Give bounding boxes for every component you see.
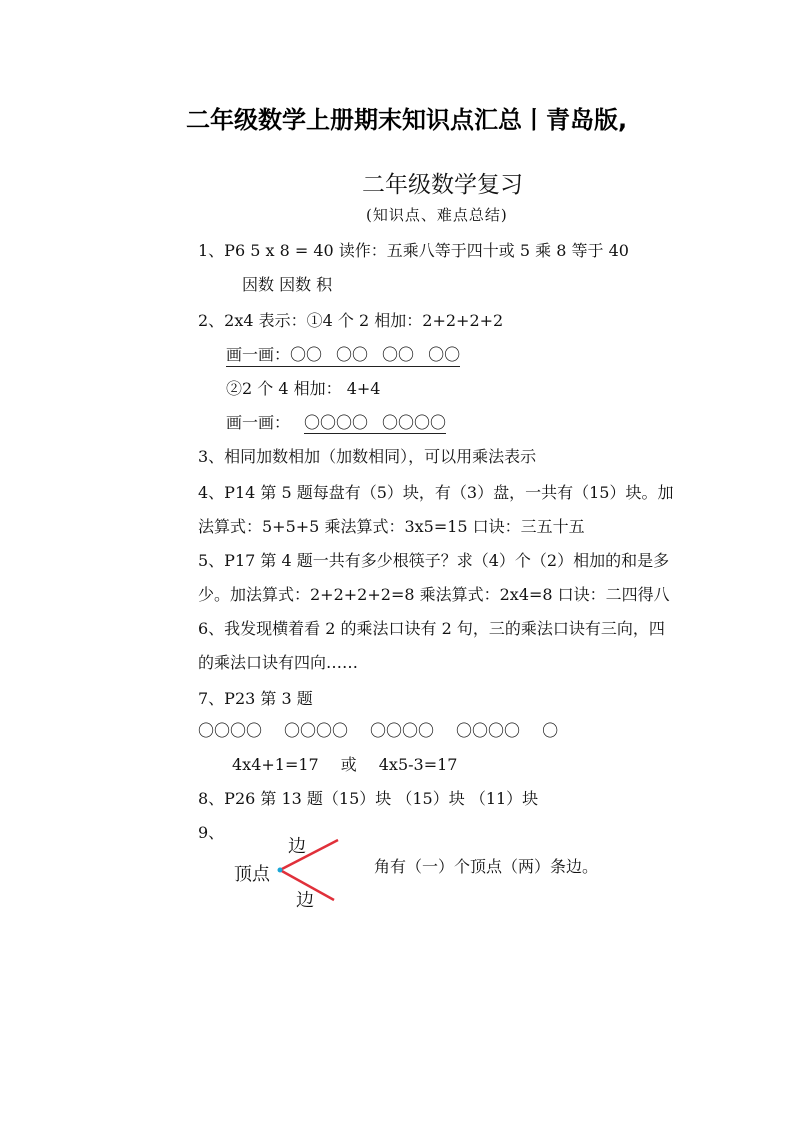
draw-label: 画一画： [226, 345, 291, 364]
document-subtitle: (知识点、难点总结) [366, 206, 508, 224]
item-6-line-2: 的乘法口诀有四向…… [198, 653, 359, 672]
item-2-line-3: ②2 个 4 相加： 4+4 [226, 379, 381, 398]
item-2-drawing-2 [226, 410, 446, 433]
circle-group: 〇〇〇〇 [198, 721, 263, 740]
equation-2: 4x5-3=17 [378, 755, 458, 774]
item-4-line-1: 4、P14 第 5 题每盘有（5）块，有（3）盘，一共有（15）块。加 [198, 483, 674, 502]
vertex-dot [278, 868, 283, 873]
item-8-line: 8、P26 第 13 题（15）块 （15）块 （11）块 [198, 789, 539, 808]
circle-group: 〇〇 [428, 345, 461, 364]
item-1-line-2: 因数 因数 积 [242, 275, 333, 294]
page-header-title: 二年级数学上册期末知识点汇总丨青岛版, [186, 106, 628, 134]
item-7-equations [232, 752, 457, 775]
item-5-line-2: 少。加法算式：2+2+2+2=8 乘法算式：2x4=8 口诀：二四得八 [198, 585, 670, 604]
item-3-line: 3、相同加数相加（加数相同），可以用乘法表示 [198, 447, 537, 466]
angle-side-label-bottom: 边 [296, 890, 314, 911]
item-2-line-1: 2、2x4 表示：①4 个 2 相加：2+2+2+2 [198, 311, 504, 330]
item-9-text: 角有（一）个顶点（两）条边。 [374, 857, 599, 876]
or-label: 或 [340, 755, 357, 774]
equation-1: 4x4+1=17 [232, 755, 319, 774]
item-5-line-1: 5、P17 第 4 题一共有多少根筷子？求（4）个（2）相加的和是多 [198, 551, 670, 570]
item-1-line-1: 1、P6 5 x 8 = 40 读作：五乘八等于四十或 5 乘 8 等于 40 [198, 241, 629, 260]
circle-group: 〇〇〇〇 [284, 721, 349, 740]
circle-group: 〇〇〇〇 [456, 721, 521, 740]
draw-label: 画一画： [226, 413, 291, 432]
item-2-drawing-1 [226, 342, 460, 367]
angle-vertex-label: 顶点 [234, 864, 270, 885]
circle-group: 〇〇 [336, 345, 369, 364]
item-7-circles [198, 718, 558, 741]
circle-group: 〇 [542, 721, 559, 740]
angle-side-label-top: 边 [288, 836, 306, 857]
item-6-line-1: 6、我发现横着看 2 的乘法口诀有 2 句，三的乘法口诀有三向，四 [198, 619, 665, 638]
item-9-number: 9、 [198, 823, 225, 842]
document-title: 二年级数学复习 [362, 172, 523, 198]
circle-group: 〇〇〇〇 [370, 721, 435, 740]
item-7-line-1: 7、P23 第 3 题 [198, 689, 313, 708]
item-4-line-2: 法算式：5+5+5 乘法算式：3x5=15 口诀：三五十五 [198, 517, 585, 536]
circle-group: 〇〇〇〇 [304, 413, 369, 432]
circle-group: 〇〇 [382, 345, 415, 364]
circle-group: 〇〇 [290, 345, 323, 364]
circle-group: 〇〇〇〇 [382, 413, 447, 432]
